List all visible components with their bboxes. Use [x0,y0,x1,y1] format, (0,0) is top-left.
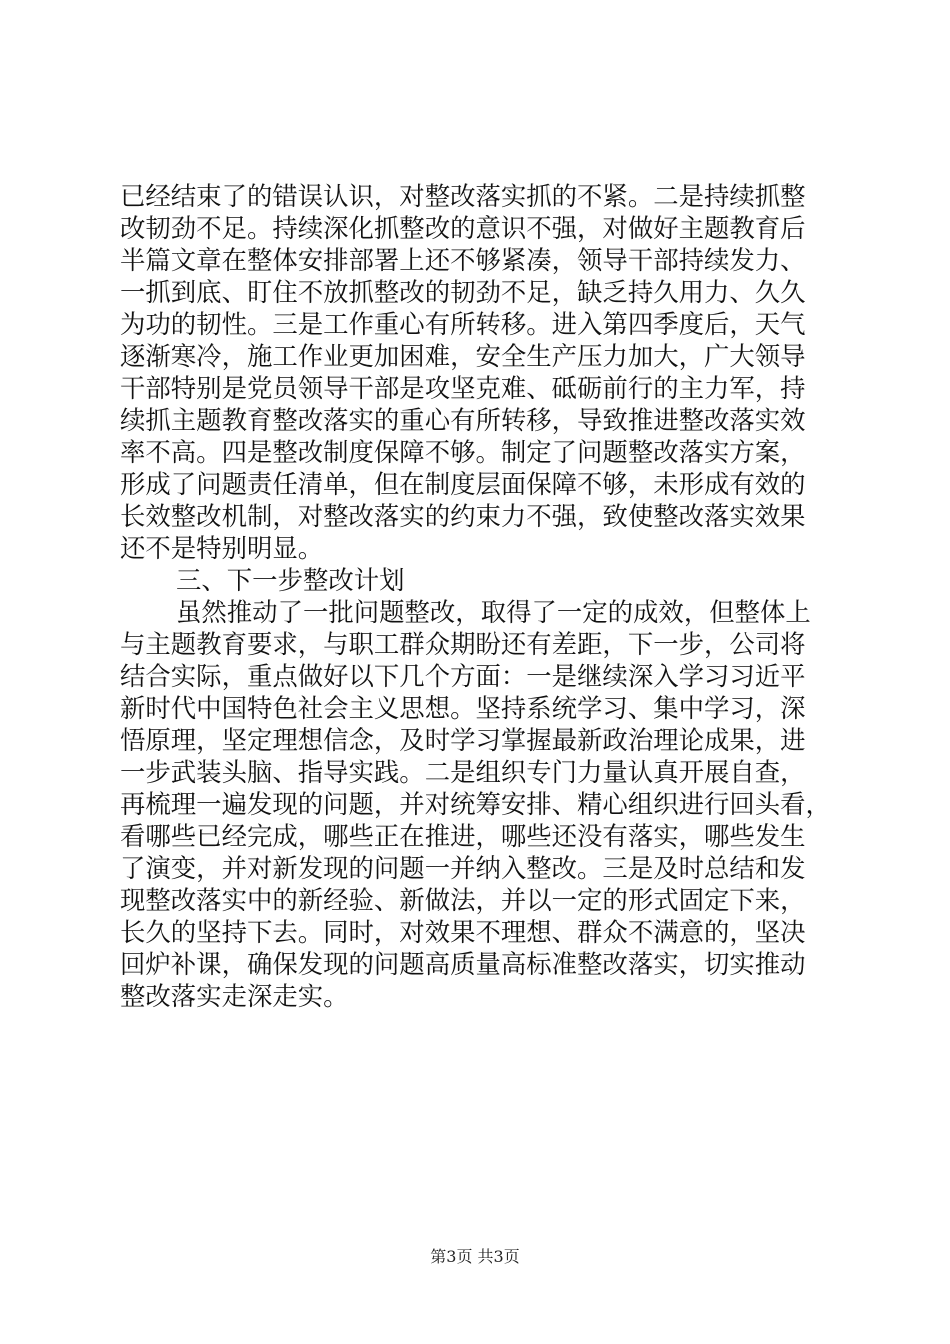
text-line: 悟原理，坚定理想信念，及时学习掌握最新政治理论成果，进 [120,725,806,755]
text-line: 结合实际，重点做好以下几个方面：一是继续深入学习习近平 [120,661,806,691]
text-line: 回炉补课，确保发现的问题高质量高标准整改落实，切实推动 [120,949,806,979]
text-line: 现整改落实中的新经验、新做法，并以一定的形式固定下来， [120,885,806,915]
text-line: 已经结束了的错误认识，对整改落实抓的不紧。二是持续抓整 [120,181,806,211]
text-line: 一抓到底、盯住不放抓整改的韧劲不足，缺乏持久用力、久久 [120,277,806,307]
section-heading: 三、下一步整改计划 [176,565,405,595]
text-line: 改韧劲不足。持续深化抓整改的意识不强，对做好主题教育后 [120,213,806,243]
text-line: 逐渐寒冷，施工作业更加困难，安全生产压力加大，广大领导 [120,341,806,371]
text-line: 续抓主题教育整改落实的重心有所转移，导致推进整改落实效 [120,405,806,435]
text-line: 半篇文章在整体安排部署上还不够紧凑，领导干部持续发力、 [120,245,806,275]
text-line: 看哪些已经完成，哪些正在推进，哪些还没有落实，哪些发生 [120,821,806,851]
text-line: 新时代中国特色社会主义思想。坚持系统学习、集中学习，深 [120,693,806,723]
text-line: 长久的坚持下去。同时，对效果不理想、群众不满意的，坚决 [120,917,806,947]
text-line: 与主题教育要求，与职工群众期盼还有差距，下一步，公司将 [120,629,806,659]
text-line: 还不是特别明显。 [120,533,324,563]
text-line: 长效整改机制，对整改落实的约束力不强，致使整改落实效果 [120,501,806,531]
text-line: 了演变，并对新发现的问题一并纳入整改。三是及时总结和发 [120,853,806,883]
text-line: 干部特别是党员领导干部是攻坚克难、砥砺前行的主力军，持 [120,373,806,403]
text-line: 整改落实走深走实。 [120,981,349,1011]
text-line: 形成了问题责任清单，但在制度层面保障不够，未形成有效的 [120,469,806,499]
text-line: 虽然推动了一批问题整改，取得了一定的成效，但整体上 [176,597,811,627]
body-text [120,180,832,1012]
text-line: 率不高。四是整改制度保障不够。制定了问题整改落实方案， [120,437,806,467]
page-footer: 第3页 共3页 [430,1247,520,1266]
text-line: 再梳理一遍发现的问题，并对统筹安排、精心组织进行回头看， [120,789,831,819]
text-line: 为功的韧性。三是工作重心有所转移。进入第四季度后，天气 [120,309,806,339]
text-line: 一步武装头脑、指导实践。二是组织专门力量认真开展自查， [120,757,806,787]
